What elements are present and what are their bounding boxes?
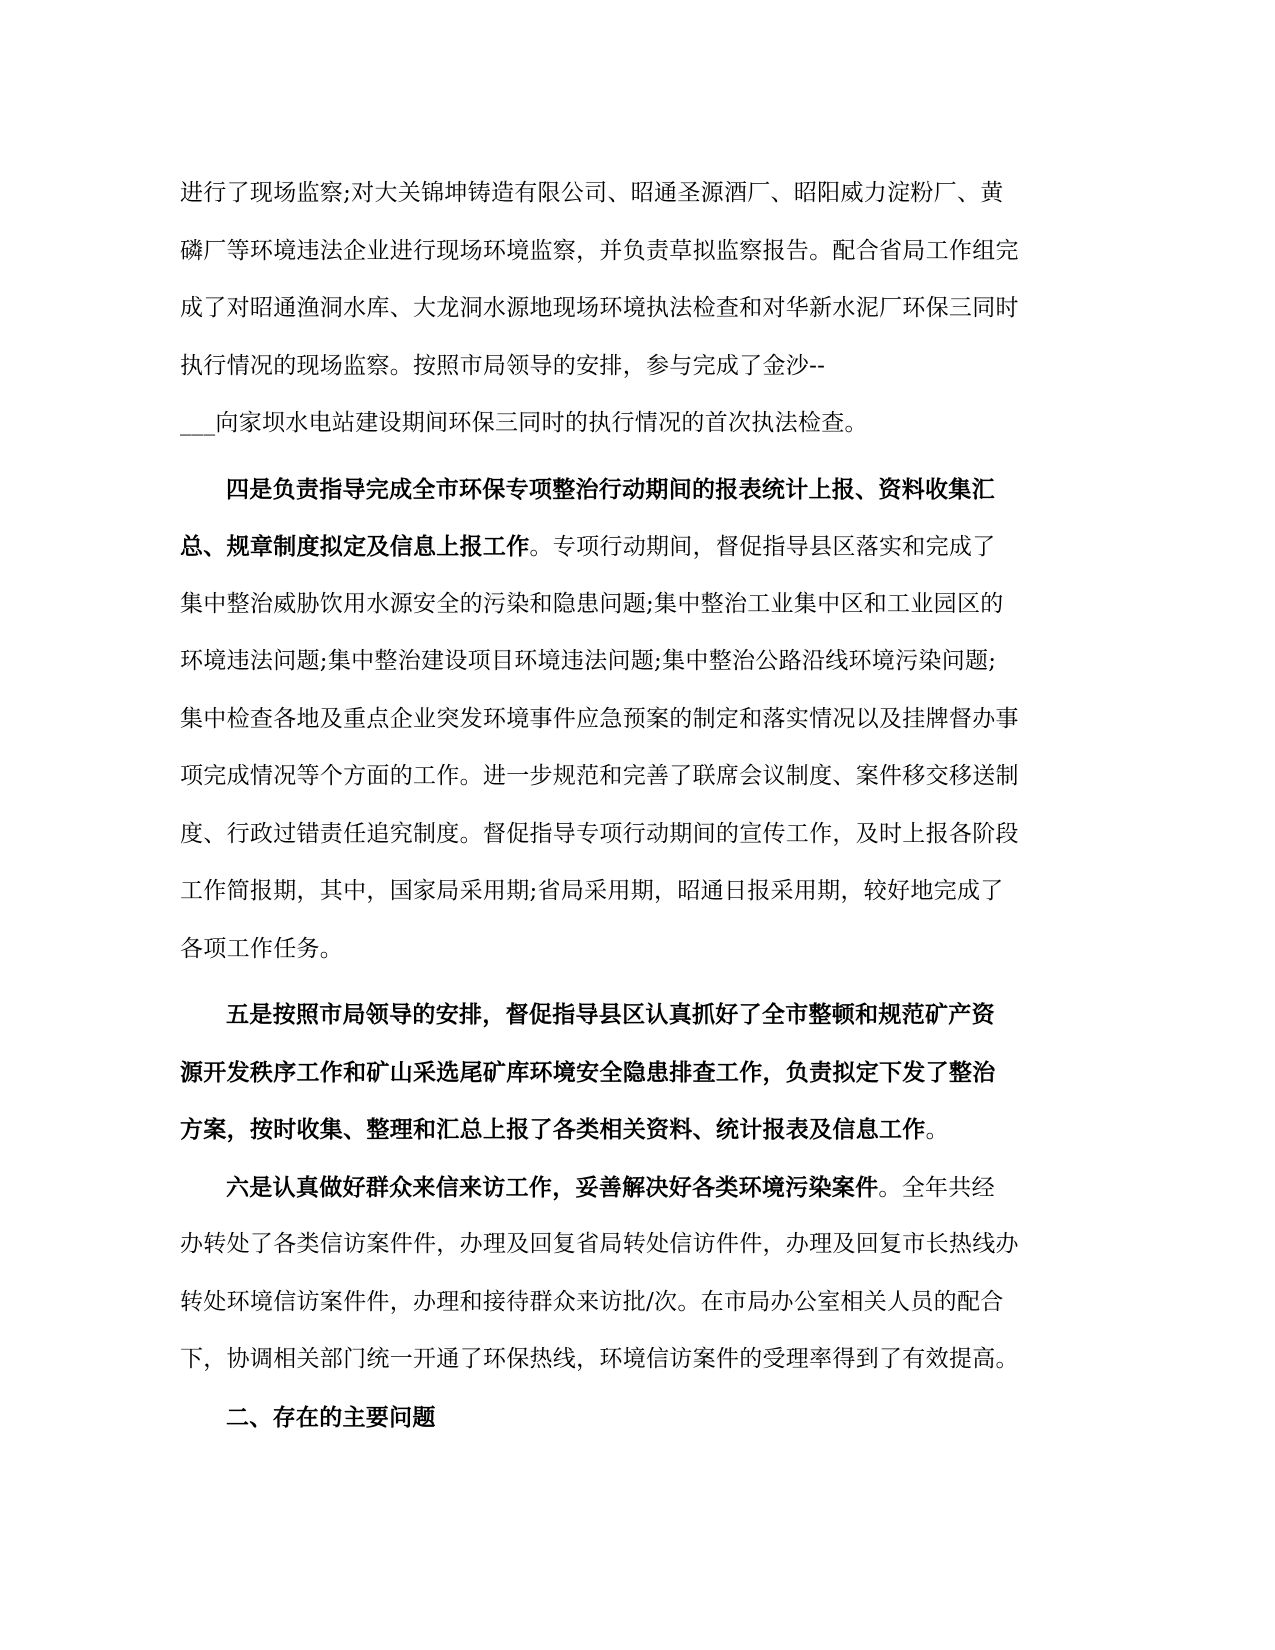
text-run: 办转处了各类信访案件件，办理及回复省局转处信访件件，办理及回复市长热线办 <box>180 1231 1019 1257</box>
paragraph-heading: 六是认真做好群众来信来访工作，妥善解决好各类环境污染案件 <box>226 1173 879 1201</box>
section-title: 二、存在的主要问题 <box>226 1403 436 1431</box>
text-line <box>180 1331 1040 1389</box>
text-line <box>180 806 1040 864</box>
text-line <box>180 461 1040 519</box>
text-line <box>180 1216 1040 1274</box>
text-run: 项完成情况等个方面的工作。进一步规范和完善了联席会议制度、案件移交移送制 <box>180 763 1019 789</box>
text-line <box>180 223 1040 281</box>
text-run: 。全年共经 <box>878 1174 995 1201</box>
text-line <box>180 395 1040 453</box>
text-line <box>180 1044 1040 1102</box>
text-run: 进行了现场监察;对大关锦坤铸造有限公司、昭通圣源酒厂、昭阳威力淀粉厂、黄 <box>180 180 1004 206</box>
paragraph-item-five <box>180 986 1040 1159</box>
text-run: 执行情况的现场监察。按照市局领导的安排，参与完成了金沙-- <box>180 352 826 379</box>
text-line <box>180 576 1040 634</box>
text-line <box>180 280 1040 338</box>
text-line <box>180 165 1040 223</box>
paragraph-heading: 总、规章制度拟定及信息上报工作 <box>180 533 530 560</box>
text-line <box>180 1389 1040 1447</box>
text-run: ___向家坝水电站建设期间环保三同时的执行情况的首次执法检查。 <box>180 410 868 436</box>
paragraph-item-four <box>180 461 1040 979</box>
text-line <box>180 863 1040 921</box>
text-run: 环境违法问题;集中整治建设项目环境违法问题;集中整治公路沿线环境污染问题; <box>180 648 997 674</box>
paragraph-heading: 方案，按时收集、整理和汇总上报了各类相关资料、统计报表及信息工作 <box>180 1116 926 1143</box>
text-run: 成了对昭通渔洞水库、大龙洞水源地现场环境执法检查和对华新水泥厂环保三同时 <box>180 295 1019 321</box>
text-line <box>180 1101 1040 1159</box>
text-run: 各项工作任务。 <box>180 935 344 962</box>
text-run: 磷厂等环境违法企业进行现场环境监察，并负责草拟监察报告。配合省局工作组完 <box>180 237 1019 264</box>
text-run: 集中整治威胁饮用水源安全的污染和隐患问题;集中整治工业集中区和工业园区的 <box>180 590 1004 617</box>
text-line <box>180 518 1040 576</box>
text-run: 下，协调相关部门统一开通了环保热线，环境信访案件的受理率得到了有效提高。 <box>180 1346 1019 1372</box>
document-body <box>180 165 1040 1446</box>
text-run: 。专项行动期间，督促指导县区落实和完成了 <box>529 534 996 560</box>
text-run: 转处环境信访案件件，办理和接待群众来访批/次。在市局办公室相关人员的配合 <box>180 1288 1004 1315</box>
text-line <box>180 633 1040 691</box>
text-line <box>180 691 1040 749</box>
text-line <box>180 1159 1040 1217</box>
paragraph-heading: 四是负责指导完成全市环保专项整治行动期间的报表统计上报、资料收集汇 <box>226 475 995 503</box>
paragraph-heading: 五是按照市局领导的安排，督促指导县区认真抓好了全市整顿和规范矿产资 <box>226 1001 995 1028</box>
paragraph-site-inspection <box>180 165 1040 453</box>
text-line <box>180 338 1040 396</box>
text-run: 集中检查各地及重点企业突发环境事件应急预案的制定和落实情况以及挂牌督办事 <box>180 705 1019 732</box>
text-line <box>180 748 1040 806</box>
paragraph-item-six <box>180 1159 1040 1389</box>
text-line <box>180 986 1040 1044</box>
text-run: 工作简报期，其中，国家局采用期;省局采用期，昭通日报采用期，较好地完成了 <box>180 878 1004 904</box>
section-heading <box>180 1389 1040 1447</box>
text-run: 。 <box>925 1117 949 1143</box>
text-run: 度、行政过错责任追究制度。督促指导专项行动期间的宣传工作，及时上报各阶段 <box>180 820 1019 847</box>
text-line <box>180 1274 1040 1332</box>
paragraph-heading: 源开发秩序工作和矿山采选尾矿库环境安全隐患排查工作，负责拟定下发了整治 <box>180 1058 996 1086</box>
text-line <box>180 921 1040 979</box>
